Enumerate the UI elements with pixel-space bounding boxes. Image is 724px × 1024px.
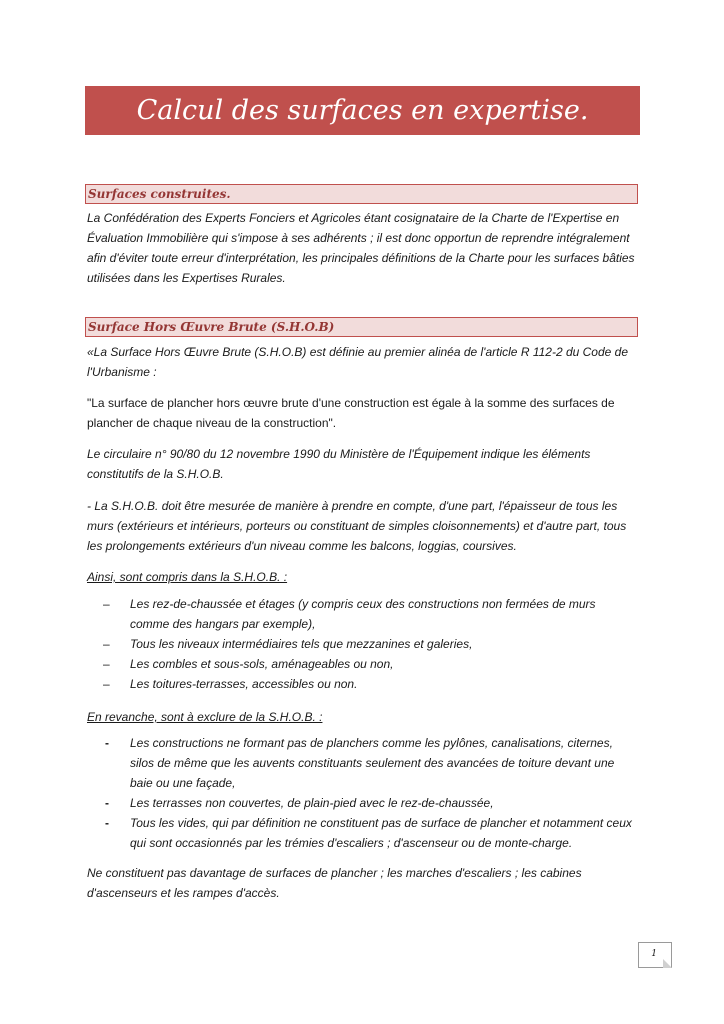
dash-bullet: –	[103, 657, 110, 671]
list-item-text: Les constructions ne formant pas de planchers comme les pylônes, canalisations, citernes, silos de même que les auvents constituants seulement des avancées de toiture devant une baie ou une façade,	[130, 736, 615, 790]
document-title: Calcul des surfaces en expertise.	[85, 86, 640, 135]
list-item-text: Les terrasses non couvertes, de plain-pied avec le rez-de-chaussée,	[130, 796, 494, 810]
page-fold-icon	[663, 959, 672, 968]
hyphen-bullet: -	[105, 796, 109, 810]
exclure-list	[87, 733, 637, 853]
compris-heading: Ainsi, sont compris dans la S.H.O.B. :	[87, 570, 288, 584]
list-item	[87, 813, 637, 853]
dash-bullet: –	[103, 597, 110, 611]
exclure-heading: En revanche, sont à exclure de la S.H.O.B. :	[87, 710, 323, 724]
paragraph-shob-quote: "La surface de plancher hors œuvre brute d'une construction est égale à la somme des surfaces de plancher de chaque niveau de la construction".	[87, 396, 615, 430]
list-item-text: Les combles et sous-sols, aménageables ou non,	[130, 657, 394, 671]
list-item-text: Les rez-de-chaussée et étages (y compris ceux des constructions non fermées de murs comme des hangars par exemple),	[130, 597, 596, 631]
section-header-surfaces-construites: Surfaces construites.	[85, 184, 638, 204]
list-item	[87, 594, 637, 634]
hyphen-bullet: -	[105, 736, 109, 750]
paragraph-circulaire: Le circulaire n° 90/80 du 12 novembre 1990 du Ministère de l'Équipement indique les éléments constitutifs de la S.H.O.B.	[87, 447, 591, 481]
section-header-shob: Surface Hors Œuvre Brute (S.H.O.B)	[85, 317, 638, 337]
list-item	[87, 674, 637, 694]
list-item-text: Tous les vides, qui par définition ne constituent pas de surface de plancher et notamment ceux qui sont occasionnés par les trémies d'escaliers ; d'ascenseur ou de monte-charge.	[130, 816, 632, 850]
list-item	[87, 654, 637, 674]
list-item-text: Les toitures-terrasses, accessibles ou non.	[130, 677, 358, 691]
compris-list	[87, 594, 637, 694]
page-number: 1	[651, 949, 657, 959]
list-item	[87, 793, 637, 813]
list-item-text: Tous les niveaux intermédiaires tels que mezzanines et galeries,	[130, 637, 473, 651]
dash-bullet: –	[103, 637, 110, 651]
paragraph-mesure: - La S.H.O.B. doit être mesurée de manière à prendre en compte, d'une part, l'épaisseur de tous les murs (extérieurs et intérieurs, porteurs ou constituant de simples cloisonnements) et d'autre part, tous les prolongements extérieurs d'un niveau comme les balcons, loggias, coursives.	[87, 499, 627, 553]
dash-bullet: –	[103, 677, 110, 691]
paragraph-intro: La Confédération des Experts Fonciers et Agricoles étant cosignataire de la Charte de l'Expertise en Évaluation Immobilière qui s'impose à ses adhérents ; il est donc opportun de reprendre intégralement afin d'éviter toute erreur d'interprétation, les principales définitions de la Charte pour les surfaces bâties utilisées dans les Expertises Rurales.	[87, 211, 635, 285]
paragraph-shob-definition: «La Surface Hors Œuvre Brute (S.H.O.B) est définie au premier alinéa de l'article R 112-2 du Code de l'Urbanisme :	[87, 345, 629, 379]
paragraph-conclusion: Ne constituent pas davantage de surfaces de plancher ; les marches d'escaliers ; les cabines d'ascenseurs et les rampes d'accès.	[87, 866, 582, 900]
hyphen-bullet: -	[105, 816, 109, 830]
list-item	[87, 634, 637, 654]
list-item	[87, 733, 637, 793]
page-number-box	[638, 942, 672, 968]
